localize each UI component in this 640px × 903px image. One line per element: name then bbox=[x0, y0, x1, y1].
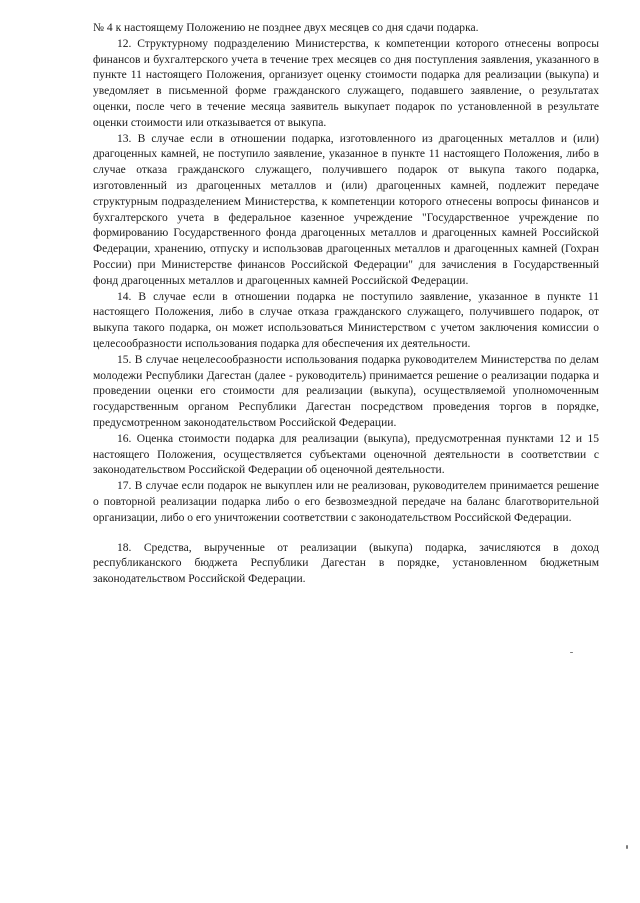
scan-speck bbox=[626, 845, 628, 849]
paragraph-15: 15. В случае нецелесообразности использования подарка руководителем Министерства по делам молодежи Республики Дагестан (далее - руководитель) принимается решение о реализации подарка и проведении оценки его стоимости для реализации (выкупа), осуществляемой уполномоченным государственным органом Республики Дагестан посредством проведения торгов в порядке, предусмотренном законодательством Российской Федерации. bbox=[93, 353, 599, 429]
document-body bbox=[93, 21, 599, 588]
scan-speck bbox=[570, 652, 573, 653]
paragraph-18: 18. Средства, вырученные от реализации (выкупа) подарка, зачисляются в доход республиканского бюджета Республики Дагестан в порядке, установленном бюджетным законодательством Российской Федерации. bbox=[93, 541, 599, 586]
paragraph-16: 16. Оценка стоимости подарка для реализации (выкупа), предусмотренная пунктами 12 и 15 настоящего Положения, осуществляется субъектами оценочной деятельности в соответствии с законодательством Российской Федерации об оценочной деятельности. bbox=[93, 432, 599, 477]
paragraph-13: 13. В случае если в отношении подарка, изготовленного из драгоценных металлов и (или) драгоценных камней, не поступило заявление, указанное в пункте 11 настоящего Положения, либо в случае отказа гражданского служащего, получившего подарок от выкупа такого подарка, изготовленный из драгоценных металлов и (или) драгоценных камней, подлежит передаче структурным подразделением Министерства, к компетенции которого отнесены вопросы финансов и бухгалтерского учета в федеральное казенное учреждение "Государственное учреждение по формированию Государственного фонда драгоценных металлов и драгоценных камней Российской Федерации, хранению, отпуску и использовав драгоценных металлов и драгоценных камней (Гохран России) при Министерстве финансов Российской Федерации" для зачисления в Государственный фонд драгоценных металлов и драгоценных камней Российской Федерации. bbox=[93, 132, 599, 287]
paragraph-17: 17. В случае если подарок не выкуплен или не реализован, руководителем принимается решение о повторной реализации подарка либо о его безвозмездной передаче на баланс благотворительной организации, либо о его уничтожении соответствии с законодательством Российской Федерации. bbox=[93, 480, 599, 524]
paragraph-continuation: № 4 к настоящему Положению не позднее двух месяцев со дня сдачи подарка. bbox=[93, 22, 479, 34]
paragraph-14: 14. В случае если в отношении подарка не поступило заявление, указанное в пункте 11 настоящего Положения, либо в случае отказа гражданского служащего, получившего подарок, от выкупа такого подарка, он может использоваться Министерством с учетом заключения комиссии о целесообразности использования подарка для обеспечения их деятельности. bbox=[93, 290, 599, 350]
paragraph-12: 12. Структурному подразделению Министерства, к компетенции которого отнесены вопросы финансов и бухгалтерского учета в течение трех месяцев со дня поступления заявления, указанного в пункте 11 настоящего Положения, организует оценку стоимости подарка для реализации (выкупа) и уведомляет в письменной форме гражданского служащего, подавшего заявление, о результатах оценки, после чего в течение месяца заявитель выкупает подарок по установленной в результате оценки стоимости или отказывается от выкупа. bbox=[93, 37, 599, 129]
